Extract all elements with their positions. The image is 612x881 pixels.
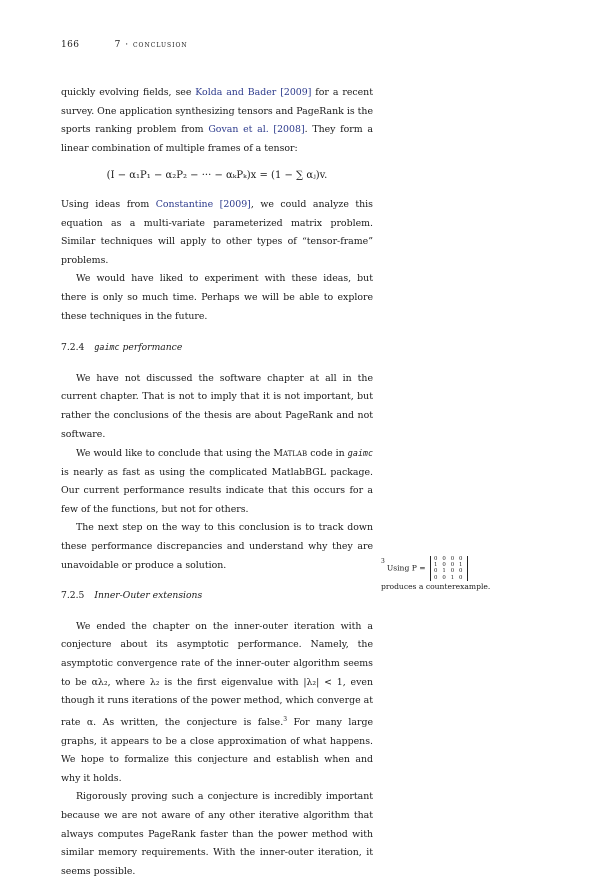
section-code: gaimc bbox=[94, 342, 120, 353]
text: Using ideas from bbox=[61, 198, 156, 210]
citation-kolda-bader[interactable]: Kolda and Bader [2009] bbox=[195, 87, 312, 98]
paragraph-6: The next step on the way to this conclusion is to track down these performance discrepancies and understand why they are unavoidable or produce a solution. bbox=[61, 522, 373, 571]
code-gaimc: gaimc bbox=[347, 448, 373, 459]
margin-footnote bbox=[381, 556, 501, 592]
section-title: performance bbox=[119, 342, 183, 354]
footnote-reference[interactable]: 3 bbox=[283, 715, 288, 723]
paragraph-5 bbox=[61, 444, 373, 519]
page-number: 166 bbox=[61, 40, 80, 50]
text: . They form a linear combination of multiple frames of a tensor: bbox=[61, 124, 373, 154]
section-number: 7.2.5 bbox=[61, 590, 85, 602]
display-equation: (I − α₁P₁ − α₂P₂ − ··· − αₖPₖ)x = (1 − ∑ αⱼ)v. bbox=[106, 170, 328, 182]
running-header bbox=[61, 40, 188, 50]
section-heading-7-2-5 bbox=[61, 587, 373, 606]
paragraph-1 bbox=[61, 84, 373, 158]
citation-constantine[interactable]: Constantine [2009] bbox=[155, 198, 251, 210]
text: for a recent survey. One application synthesizing tensors and PageRank is the sports ranking problem from bbox=[61, 87, 373, 136]
paragraph-4: We have not discussed the software chapter at all in the current chapter. That is not to imply that it is not important, but rather the conclusions of the thesis are about PageRank and not software. bbox=[61, 372, 373, 440]
text: is nearly as fast as using the complicated MatlabBGL package. Our current performance results indicate that this occurs for a few of the functions, but not for others. bbox=[61, 466, 373, 515]
matrix-row: 0 0 1 0 bbox=[434, 574, 465, 581]
section-number: 7.2.4 bbox=[61, 342, 85, 354]
matrix-row: 0 0 0 0 bbox=[434, 556, 465, 562]
text: code in bbox=[307, 448, 348, 460]
text: Using P = bbox=[386, 563, 429, 573]
main-text-column bbox=[61, 84, 373, 881]
text: We ended the chapter on the inner-outer iteration with a conjecture about its asymptotic performance. Namely, the asymptotic convergence rate of the inner-outer algorithm seems to be αλ₂, where λ₂ is the first eigenvalue with |λ₂| < 1, even though it runs iterations of the power method, which converge at rate α. As written, the conjecture is false. bbox=[61, 620, 373, 728]
chapter-title: 7 · conclusion bbox=[114, 40, 188, 50]
paragraph-7 bbox=[61, 618, 373, 788]
paragraph-3: We would have liked to experiment with these ideas, but there is only so much time. Perhaps we will be able to explore these techniques in the future. bbox=[61, 273, 373, 322]
section-heading-7-2-4 bbox=[61, 338, 373, 358]
paragraph-8: Rigorously proving such a conjecture is incredibly important because we are not aware of any other iterative algorithm that always computes PageRank faster than the power method with similar memory requirements. With the inner-outer iteration, it seems possible. bbox=[61, 791, 373, 877]
text: , we could analyze this equation as a multi-variate parameterized matrix problem. Similar techniques will apply to other types of “tensor-frame” problems. bbox=[61, 198, 373, 266]
text: produces a counterexample. bbox=[381, 581, 491, 591]
text: We would like to conclude that using the bbox=[76, 448, 274, 460]
matlab-name: Matlab bbox=[273, 448, 308, 460]
text: quickly evolving fields, see bbox=[61, 87, 196, 98]
paragraph-2 bbox=[61, 196, 373, 270]
citation-govan[interactable]: Govan et al. [2008] bbox=[208, 124, 305, 136]
footnote-mark: 3 bbox=[381, 558, 385, 565]
matrix-row: 0 1 0 0 bbox=[434, 568, 465, 575]
matrix-p bbox=[430, 556, 468, 581]
section-title: Inner-Outer extensions bbox=[94, 590, 203, 602]
matrix-row: 1 0 0 1 bbox=[434, 562, 465, 569]
text: For many large graphs, it appears to be a close approximation of what happens. We hope to formalize this conjecture and establish when and why it holds. bbox=[61, 716, 373, 784]
